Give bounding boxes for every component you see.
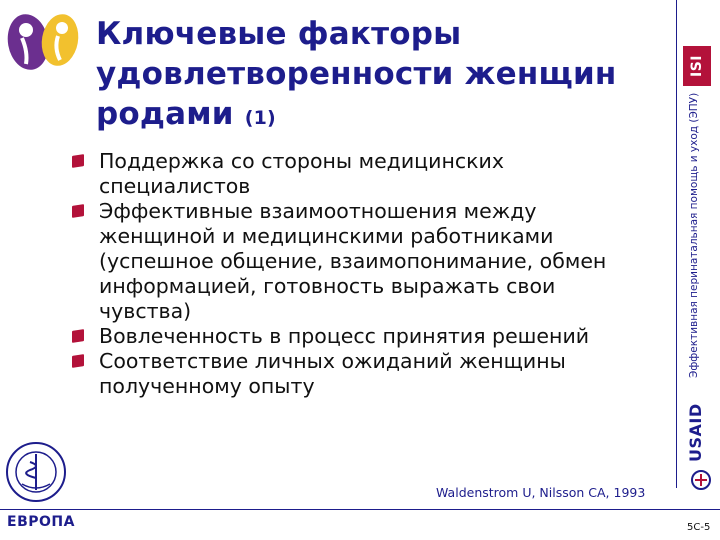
- bullet-text: Эффективные взаимоотношения между женщиной и медицинскими работниками (успешное общение, взаимопонимание, обмен информацией, готовность выражать свои чувства): [99, 199, 607, 323]
- bullet-text: Поддержка со стороны медицинских специалистов: [99, 149, 504, 198]
- slide-title: [96, 14, 656, 138]
- bullet-text: Соответствие личных ожиданий женщины полученному опыту: [99, 349, 566, 398]
- footer-divider: [0, 509, 720, 510]
- vertical-divider: [676, 0, 677, 488]
- bullet-marker-icon: [72, 354, 84, 368]
- page-number: 5C-5: [687, 522, 711, 533]
- bullet-marker-icon: [72, 329, 84, 343]
- title-line-2: удовлетворенности женщин: [96, 56, 617, 92]
- bullet-item: [72, 349, 642, 399]
- bullet-item: [72, 199, 642, 324]
- usaid-logo: USAID: [686, 403, 705, 462]
- bullet-item: [72, 324, 642, 349]
- title-line-3: [96, 94, 656, 138]
- europa-label: ЕВРОПА: [7, 514, 75, 530]
- title-line-1: Ключевые факторы: [96, 16, 462, 52]
- side-caption: Эффективная перинатальная помощь и уход (ЭПУ): [688, 92, 700, 378]
- title-line-3-text: родами: [96, 96, 234, 132]
- who-emblem-icon: [4, 440, 68, 504]
- title-suffix: (1): [244, 107, 276, 129]
- isi-label: ISI: [689, 55, 705, 78]
- bullet-list: [72, 149, 642, 399]
- bullet-item: [72, 149, 642, 199]
- bullet-marker-icon: [72, 204, 84, 218]
- bullet-marker-icon: [72, 154, 84, 168]
- program-logo: [4, 6, 84, 76]
- citation: Waldenstrom U, Nilsson CA, 1993: [436, 485, 646, 500]
- bullet-text: Вовлеченность в процесс принятия решений: [99, 324, 590, 348]
